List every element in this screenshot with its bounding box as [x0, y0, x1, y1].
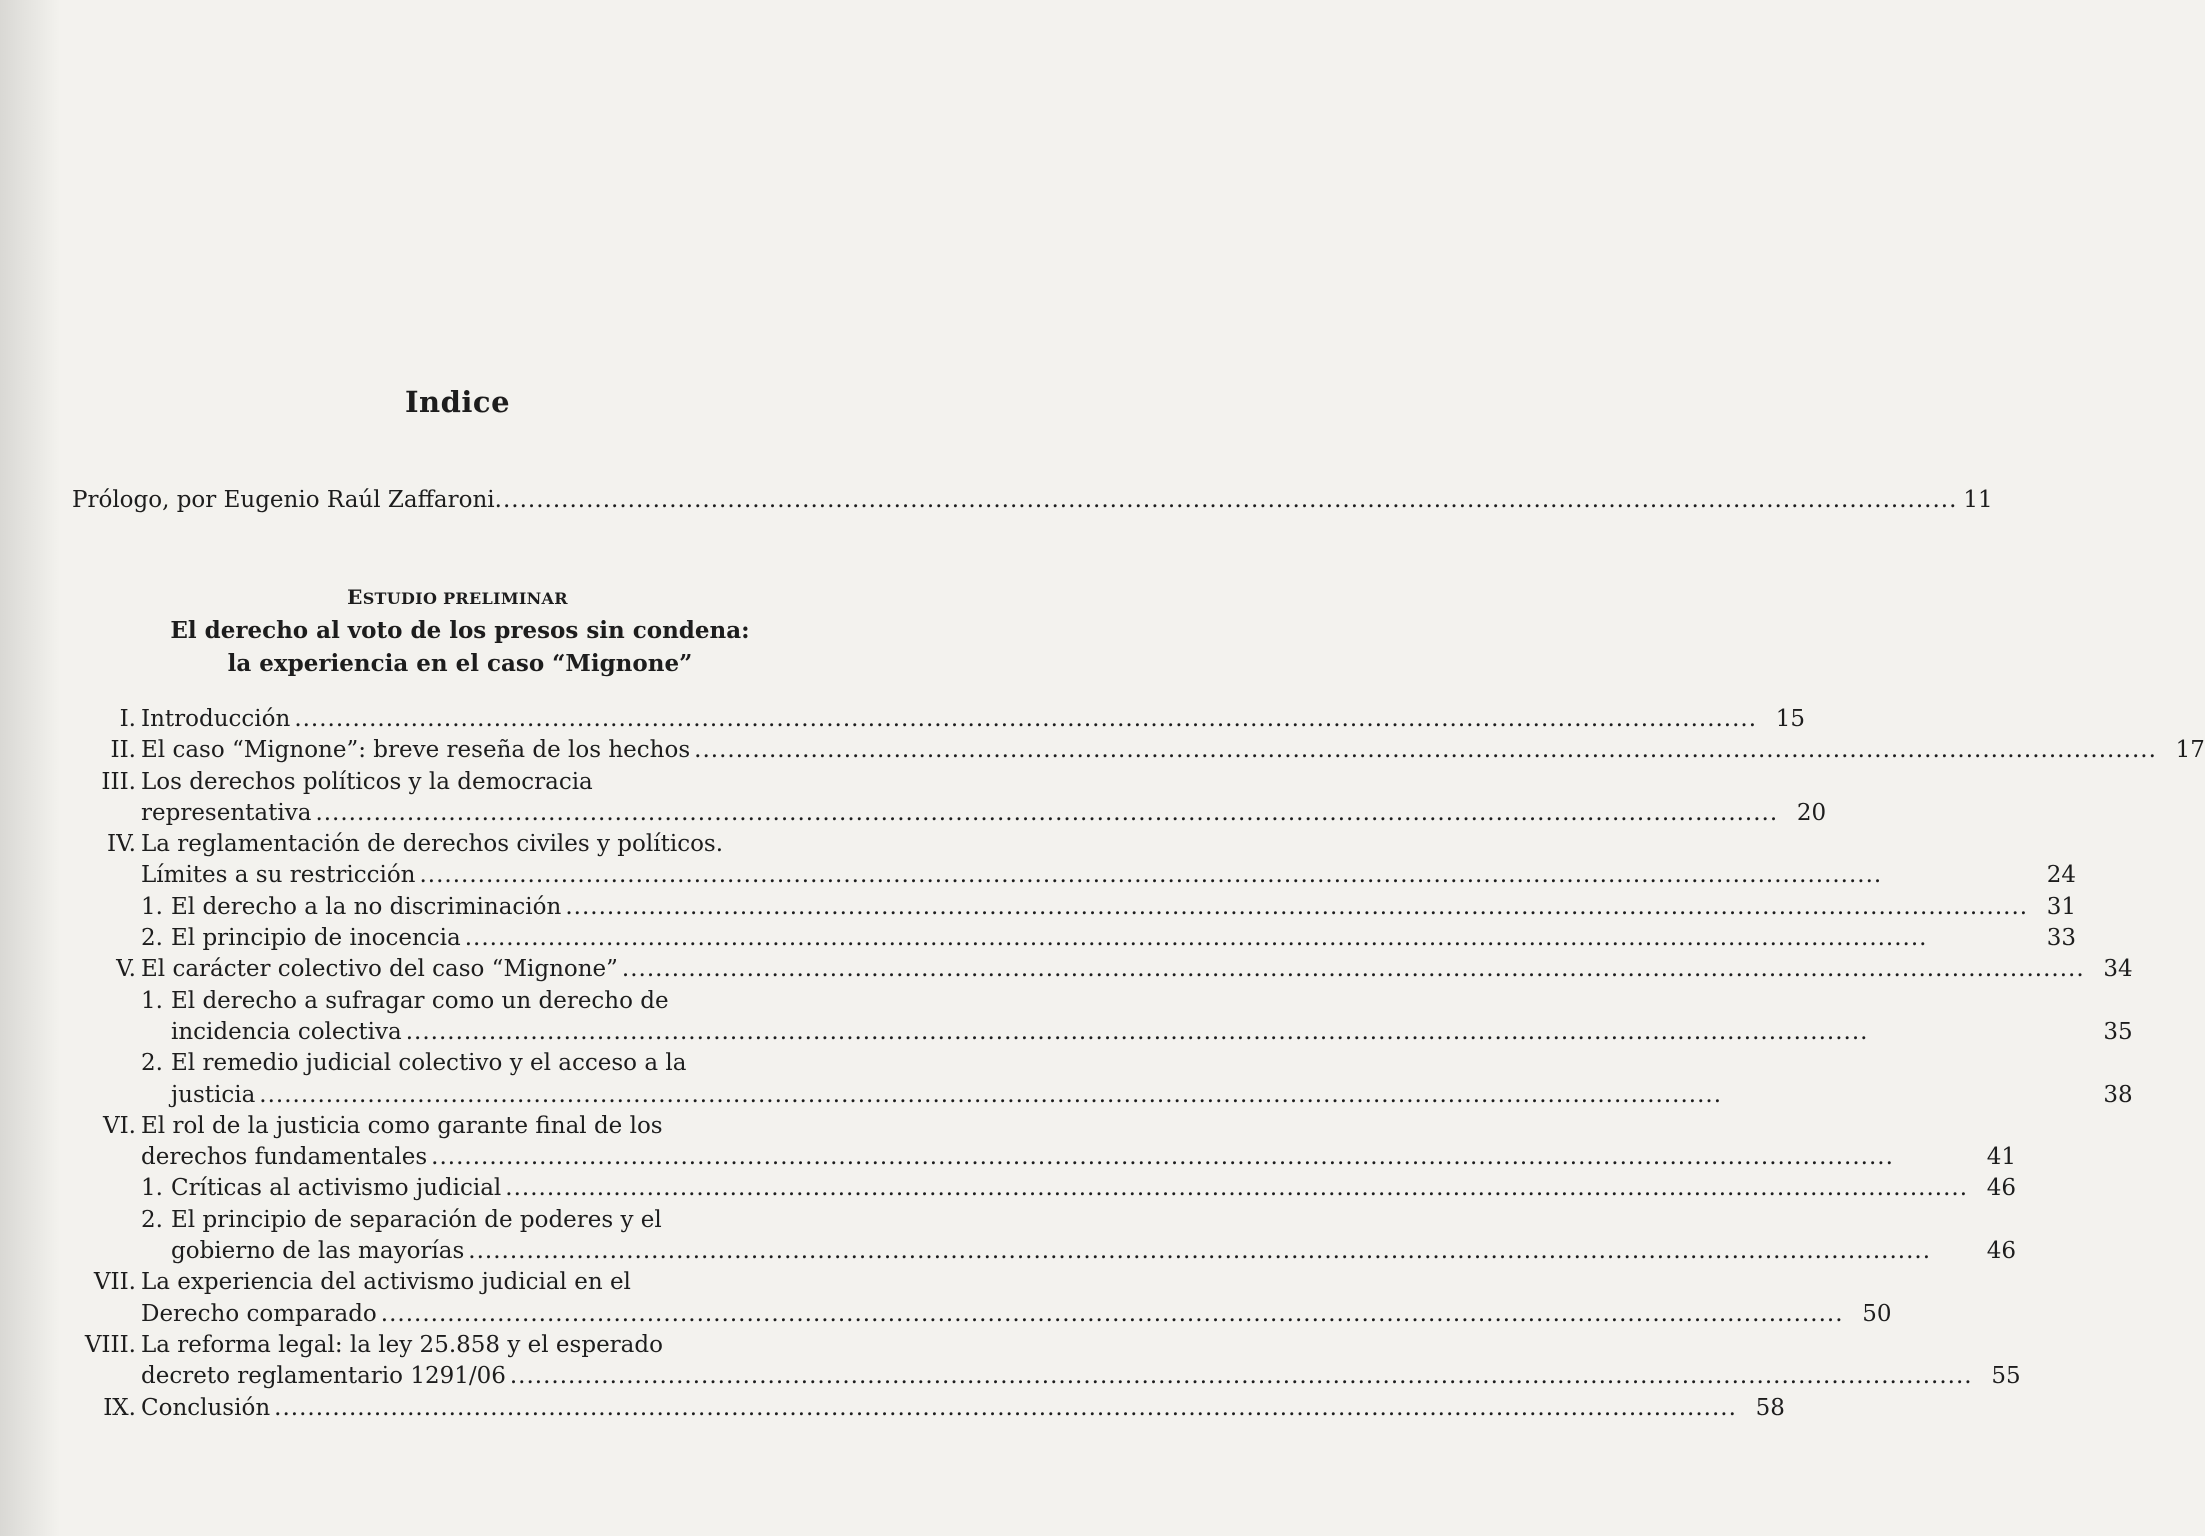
toc-entry-text: justicia — [171, 1081, 256, 1108]
toc-entry — [60, 1393, 1785, 1424]
dot-leader — [274, 1393, 1737, 1424]
toc-entry-text: El principio de inocencia — [171, 925, 461, 952]
dot-leader — [420, 860, 2029, 891]
toc-page-number: 55 — [1991, 1363, 2021, 1390]
toc-subentry — [141, 923, 2076, 954]
toc-entry-text: El principio de separación de poderes y el — [171, 1206, 662, 1233]
toc-roman-numeral: IV. — [107, 831, 136, 858]
toc-entry-line — [141, 954, 2133, 985]
dot-leader — [505, 1173, 1968, 1204]
toc-entry-line — [141, 1393, 1785, 1424]
dot-leader — [465, 923, 2028, 954]
dot-leader — [510, 1361, 1973, 1392]
toc-entry-text: Prólogo, por Eugenio Raúl Zaffaroni — [72, 487, 495, 513]
toc-page-number: 58 — [1755, 1394, 1785, 1421]
toc-entry-text: La reglamentación de derechos civiles y políticos. — [141, 831, 724, 858]
toc-subentry — [141, 1173, 2016, 1204]
toc-roman-numeral: II. — [110, 737, 136, 764]
toc-page-number: 50 — [1862, 1300, 1892, 1327]
toc-subentry — [141, 1205, 2016, 1268]
toc-entry-body — [141, 767, 1826, 830]
toc-entry-body — [141, 704, 1805, 735]
toc-entry-text: Críticas al activismo judicial — [171, 1175, 502, 1202]
toc-entry-line — [141, 798, 1826, 829]
toc-entry-text: Introducción — [141, 706, 291, 732]
toc-roman-numeral: VII. — [93, 1269, 136, 1296]
toc-entry-line — [171, 1048, 2133, 1079]
toc-sub-number: 1. — [141, 893, 163, 920]
dot-leader — [294, 704, 1757, 735]
toc-entry-line — [171, 1236, 2016, 1267]
toc-entry-text: gobierno de las mayorías — [171, 1238, 465, 1265]
toc-entry-line — [141, 735, 2205, 766]
toc-entry-line — [141, 767, 1826, 798]
toc-subentry-body — [171, 1173, 2016, 1204]
toc-page-number: 33 — [2046, 925, 2077, 952]
toc-page-number: 20 — [1796, 799, 1827, 826]
toc-entry-body — [141, 735, 2205, 766]
section-title-line: la experiencia en el caso “Mignone” — [227, 650, 693, 677]
dot-leader — [431, 1142, 1968, 1173]
toc-page-number: 34 — [2103, 956, 2133, 983]
toc-entry-line — [141, 1330, 2021, 1361]
toc-roman-numeral: IX. — [103, 1394, 136, 1421]
section-label — [0, 585, 915, 609]
toc-sub-number: 2. — [141, 925, 163, 952]
toc-entry-body — [141, 1330, 2021, 1393]
toc-entry-text: incidencia colectiva — [171, 1018, 402, 1045]
toc-entry — [60, 704, 1806, 735]
toc-page-number: 31 — [2046, 893, 2077, 920]
toc-entry — [60, 954, 2133, 1110]
section-label-rest: STUDIO PRELIMINAR — [362, 589, 568, 608]
toc-entry-line — [171, 892, 2076, 923]
toc-sub-number: 2. — [141, 1050, 163, 1077]
toc-entry-text: El derecho a la no discriminación — [171, 893, 562, 920]
toc-entry-text: Los derechos políticos y la democracia — [141, 768, 593, 795]
page-title: Indice — [404, 385, 511, 419]
toc-sub-number: 1. — [141, 1175, 163, 1202]
dot-leader — [259, 1080, 2084, 1111]
toc-entry-body — [141, 1111, 2016, 1267]
toc-entry — [60, 1267, 1892, 1330]
toc-page-number: 11 — [1963, 487, 1993, 513]
toc-entry-line — [141, 704, 1805, 735]
toc-entry-text: decreto reglamentario 1291/06 — [141, 1363, 506, 1390]
dot-leader — [381, 1299, 1844, 1330]
dot-leader — [622, 954, 2085, 985]
section-title — [130, 614, 790, 680]
toc-sub-number: 1. — [141, 987, 163, 1014]
toc-subentry — [141, 986, 2133, 1049]
toc-entry-line — [141, 1361, 2021, 1392]
toc-entry-text: El rol de la justicia como garante final de los — [141, 1112, 663, 1139]
toc-entry — [60, 829, 2077, 954]
toc-roman-numeral: III. — [101, 768, 136, 795]
toc-entry-line — [171, 1173, 2016, 1204]
toc-page-number: 35 — [2103, 1018, 2133, 1045]
toc-entry-line — [141, 860, 2076, 891]
toc-entry-line — [171, 1017, 2133, 1048]
toc-entry-line — [141, 1299, 1892, 1330]
page-edge-shadow — [0, 0, 60, 1536]
toc-roman-numeral: VI. — [102, 1112, 136, 1139]
toc-entry-text: representativa — [141, 799, 312, 826]
dot-leader — [468, 1236, 1968, 1267]
toc-entry-text: El remedio judicial colectivo y el acceso a la — [171, 1050, 687, 1077]
toc-page-number: 41 — [1986, 1144, 2017, 1171]
toc-page-number: 24 — [2046, 862, 2077, 889]
toc-entry-text: La reforma legal: la ley 25.858 y el esperado — [141, 1331, 663, 1358]
toc-entry — [60, 1330, 2021, 1393]
toc-entry-line — [141, 1142, 2016, 1173]
toc-entry-line — [141, 1111, 2016, 1142]
toc-entry — [60, 735, 2205, 766]
toc-entry-text: derechos fundamentales — [141, 1144, 428, 1171]
toc-page-number: 46 — [1986, 1238, 2017, 1265]
dot-leader — [694, 735, 2157, 766]
toc-entry-body — [141, 1267, 1892, 1330]
toc-entry-line — [171, 923, 2076, 954]
toc-entry-text: Derecho comparado — [141, 1300, 377, 1327]
toc-subentry — [141, 892, 2076, 923]
dot-leader — [565, 892, 2028, 923]
toc-entry-text: El caso “Mignone”: breve reseña de los hechos — [141, 737, 691, 764]
toc-page-number: 15 — [1775, 706, 1806, 732]
toc-page-number: 46 — [1986, 1175, 2017, 1202]
toc-entry-body — [141, 829, 2076, 954]
toc-entry-text: Conclusión — [141, 1394, 271, 1421]
toc-roman-numeral: I. — [119, 706, 136, 732]
toc-entry-line — [141, 1267, 1892, 1298]
toc-roman-numeral: V. — [116, 956, 136, 983]
toc-roman-numeral: VIII. — [84, 1331, 136, 1358]
toc-entry-prologo — [72, 484, 1993, 516]
toc-subentry-body — [171, 986, 2133, 1049]
toc-entry-line — [171, 986, 2133, 1017]
toc-subentry-body — [171, 892, 2076, 923]
toc-entry-text: Límites a su restricción — [141, 862, 416, 889]
toc-entry-text: El carácter colectivo del caso “Mignone” — [141, 956, 618, 983]
toc-entry-body — [141, 1393, 1785, 1424]
toc-subentry-body — [171, 1205, 2016, 1268]
toc-entry-text: La experiencia del activismo judicial en el — [141, 1269, 631, 1296]
dot-leader — [315, 798, 1778, 829]
toc-page-number: 17 — [2175, 737, 2205, 764]
toc-entry — [60, 767, 1827, 830]
table-of-contents — [60, 704, 2205, 1424]
toc-entry-line — [171, 1080, 2133, 1111]
toc-entry-body — [141, 954, 2133, 1110]
dot-leader — [495, 484, 1958, 516]
toc-entry-line — [171, 1205, 2016, 1236]
toc-subentry — [141, 1048, 2133, 1111]
section-label-initial: E — [347, 585, 363, 609]
toc-entry-line — [141, 829, 2076, 860]
section-title-line: El derecho al voto de los presos sin condena: — [170, 617, 750, 644]
toc-entry — [60, 1111, 2017, 1267]
toc-subentry-body — [171, 923, 2076, 954]
toc-subentry-body — [171, 1048, 2133, 1111]
toc-entry-text: El derecho a sufragar como un derecho de — [171, 987, 669, 1014]
dot-leader — [406, 1017, 2085, 1048]
toc-page-number: 38 — [2103, 1081, 2133, 1108]
toc-sub-number: 2. — [141, 1206, 163, 1233]
